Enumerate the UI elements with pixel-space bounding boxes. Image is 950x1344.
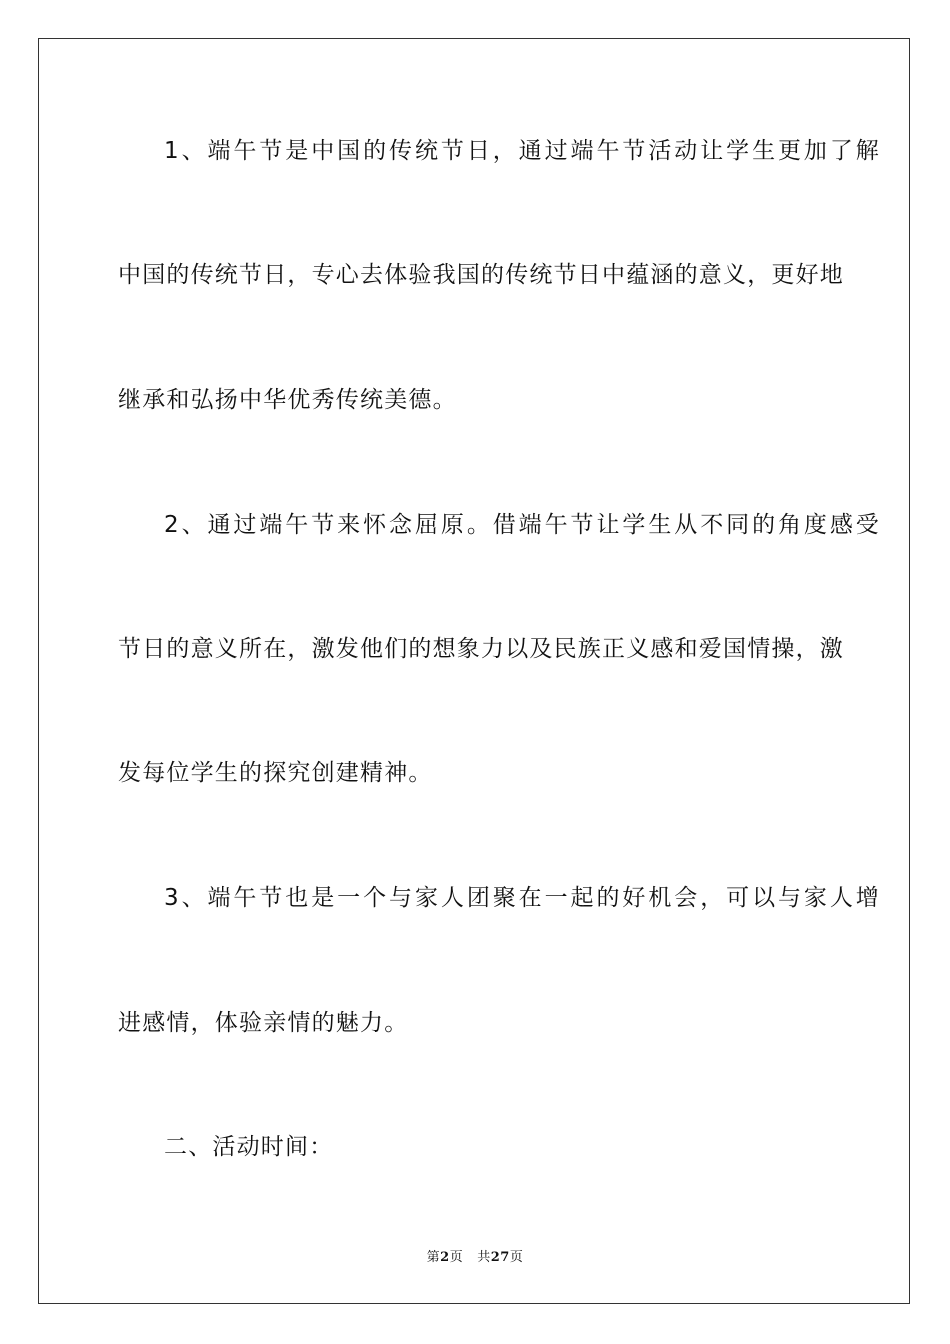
- page-footer: [0, 1246, 950, 1265]
- paragraph-3-line-1: 3、端午节也是一个与家人团聚在一起的好机会，可以与家人增: [164, 885, 880, 911]
- paragraph-3-line-2: 进感情，体验亲情的魅力。: [118, 1010, 409, 1036]
- paragraph-1-line-2: 中国的传统节日，专心去体验我国的传统节日中蕴涵的意义，更好地: [118, 262, 844, 288]
- page-border: [38, 38, 910, 1304]
- footer-page-number: 2: [440, 1250, 450, 1265]
- footer-page-suffix: 页: [449, 1250, 464, 1265]
- section-heading-activity-time: 二、活动时间：: [164, 1134, 334, 1160]
- footer-total-number: 27: [490, 1250, 510, 1265]
- paragraph-2-line-3: 发每位学生的探究创建精神。: [118, 760, 433, 786]
- paragraph-1-line-3: 继承和弘扬中华优秀传统美德。: [118, 387, 457, 413]
- paragraph-2-line-2: 节日的意义所在，激发他们的想象力以及民族正义感和爱国情操，激: [118, 636, 844, 662]
- footer-total-suffix: 页: [509, 1250, 524, 1265]
- footer-page-prefix: 第: [426, 1250, 441, 1265]
- footer-total-prefix: 共: [477, 1250, 491, 1265]
- paragraph-2-line-1: 2、通过端午节来怀念屈原。借端午节让学生从不同的角度感受: [164, 512, 880, 538]
- paragraph-1-line-1: 1、端午节是中国的传统节日，通过端午节活动让学生更加了解: [164, 138, 880, 164]
